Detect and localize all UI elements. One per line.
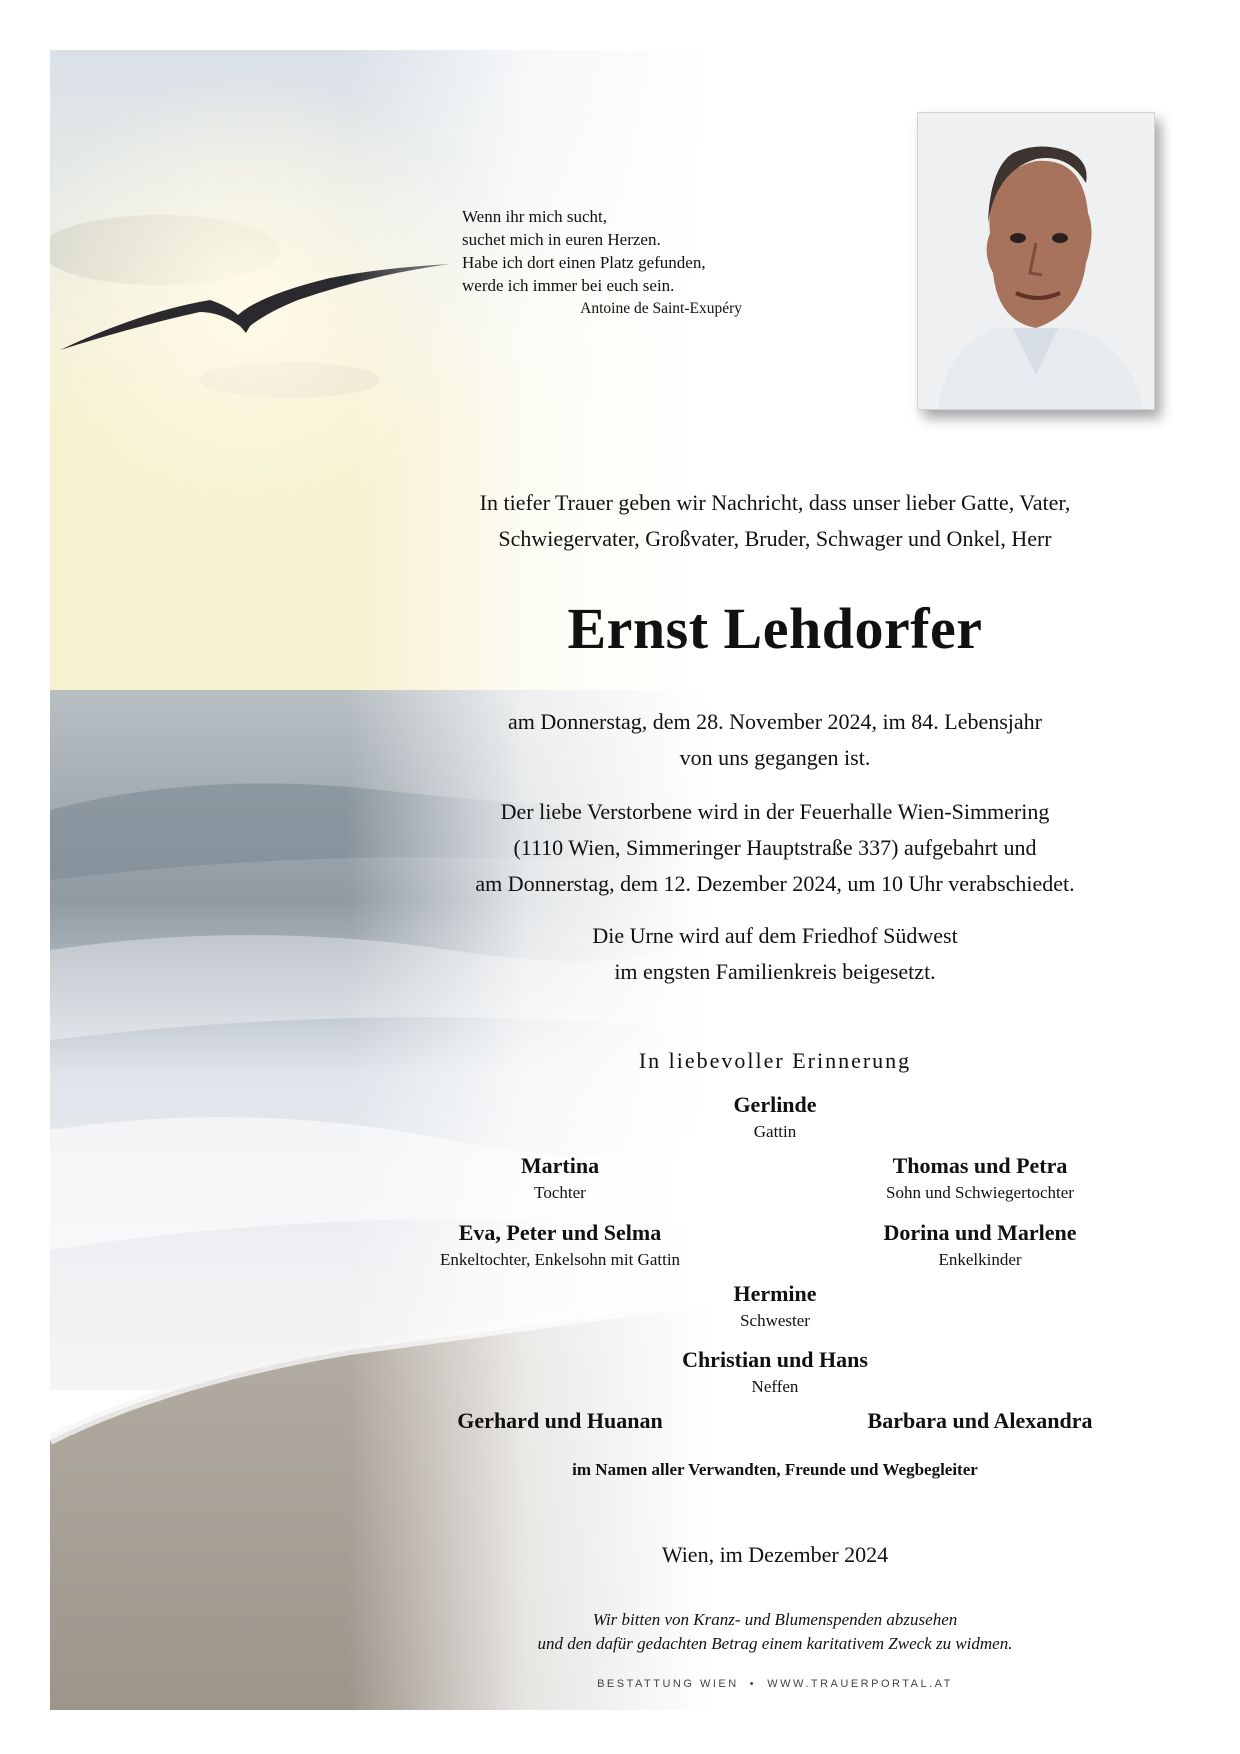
request-line: und den dafür gedachten Betrag einem karitativem Zweck zu widmen.: [537, 1634, 1013, 1653]
member-relation: Enkeltochter, Enkelsohn mit Gattin: [439, 1250, 681, 1269]
urn-notice: [420, 918, 1130, 990]
footer-brand: BESTATTUNG WIEN: [597, 1678, 739, 1690]
intro-line: In tiefer Trauer geben wir Nachricht, dass unser lieber Gatte, Vater,: [479, 490, 1071, 515]
member-relation: Tochter: [534, 1183, 586, 1202]
quote-line: Wenn ihr mich sucht,: [462, 207, 607, 226]
urn-line: im engsten Familienkreis beigesetzt.: [614, 959, 936, 984]
announcement-intro: [420, 485, 1130, 557]
family-member: [605, 1345, 945, 1399]
death-line: am Donnerstag, dem 28. November 2024, im 84. Lebensjahr: [508, 709, 1042, 734]
family-member: [810, 1151, 1150, 1205]
member-name: Martina: [520, 1153, 600, 1178]
member-name: Dorina und Marlene: [883, 1220, 1077, 1245]
portrait-photo: [917, 112, 1155, 410]
funeral-line: (1110 Wien, Simmeringer Hauptstraße 337) aufgebahrt und: [513, 835, 1037, 860]
request-line: Wir bitten von Kranz- und Blumenspenden abzusehen: [592, 1610, 958, 1629]
funeral-notice: [420, 794, 1130, 902]
member-name: Thomas und Petra: [892, 1153, 1068, 1178]
quote-line: werde ich immer bei euch sein.: [462, 276, 675, 295]
member-name: Gerlinde: [733, 1092, 817, 1117]
member-relation: Enkelkinder: [938, 1250, 1022, 1269]
death-notice: [420, 704, 1130, 776]
member-relation: Sohn und Schwiegertochter: [886, 1183, 1074, 1202]
member-name: Christian und Hans: [682, 1347, 868, 1372]
family-member: [810, 1218, 1150, 1272]
quote-line: Habe ich dort einen Platz gefunden,: [462, 253, 706, 272]
family-member: [390, 1151, 730, 1205]
quote-author: Antoine de Saint-Exupéry: [580, 300, 742, 317]
urn-line: Die Urne wird auf dem Friedhof Südwest: [592, 923, 958, 948]
funeral-line: Der liebe Verstorbene wird in der Feuerhalle Wien-Simmering: [500, 799, 1050, 824]
family-member: [810, 1406, 1150, 1436]
quote-line: suchet mich in euren Herzen.: [462, 230, 661, 249]
deceased-name: Ernst Lehdorfer: [567, 596, 983, 661]
member-relation: Neffen: [751, 1377, 799, 1396]
intro-line: Schwiegervater, Großvater, Bruder, Schwager und Onkel, Herr: [498, 526, 1052, 551]
place-and-date: Wien, im Dezember 2024: [661, 1542, 889, 1567]
footer-website: WWW.TRAUERPORTAL.AT: [767, 1678, 953, 1690]
family-member: [605, 1279, 945, 1333]
family-member: [605, 1090, 945, 1144]
member-relation: Schwester: [740, 1311, 810, 1330]
closing-line: im Namen aller Verwandten, Freunde und Wegbegleiter: [572, 1460, 978, 1479]
memory-heading: In liebevoller Erinnerung: [638, 1048, 912, 1073]
death-line: von uns gegangen ist.: [679, 745, 871, 770]
member-name: Gerhard und Huanan: [457, 1408, 663, 1433]
member-relation: Gattin: [753, 1122, 797, 1141]
funeral-line: am Donnerstag, dem 12. Dezember 2024, um 10 Uhr verabschiedet.: [475, 871, 1075, 896]
member-name: Hermine: [733, 1281, 817, 1306]
family-member: [390, 1218, 730, 1272]
portrait-drawing: [918, 113, 1154, 409]
member-name: Barbara und Alexandra: [867, 1408, 1093, 1433]
family-member: [390, 1406, 730, 1436]
footer-separator: •: [749, 1678, 757, 1690]
poem-quote: [462, 205, 762, 320]
footer: [420, 1678, 1130, 1690]
donation-request: [420, 1608, 1130, 1656]
member-name: Eva, Peter und Selma: [458, 1220, 662, 1245]
